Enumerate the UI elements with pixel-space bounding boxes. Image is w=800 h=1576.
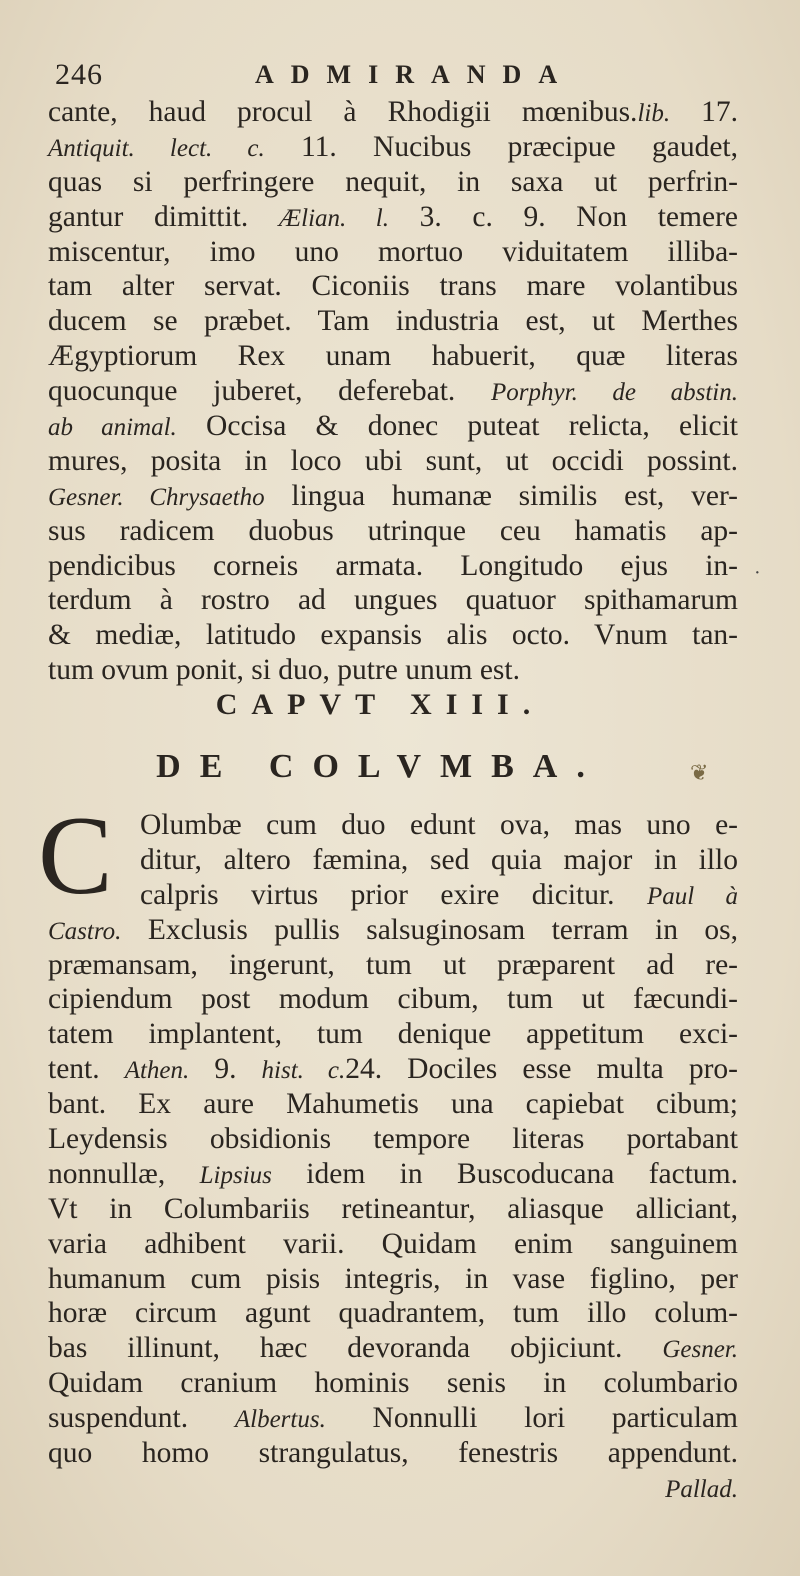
text-roman: 9. [189,1053,262,1086]
text-line [48,982,738,1017]
text-line [48,583,738,618]
text-line [48,339,738,374]
text-roman: miscentur, imo uno mortuo viduitatem illiba- [48,235,738,268]
text-roman: tam alter servat. Ciconiis trans mare volantibus [48,270,738,303]
text-roman: 11. Nucibus præcipue gaudet, [264,130,739,163]
text-roman: gantur dimittit. [48,200,279,233]
citation-italic: Gesner. Chrysaetho [48,483,265,511]
text-line [48,130,738,165]
citation-italic: Paul à [646,882,738,910]
text-line [48,1436,738,1471]
text-roman: suspendunt. [48,1402,235,1435]
text-line [48,843,738,878]
citation-italic: Pallad. [665,1475,738,1503]
text-roman: Leydensis obsidionis tempore literas portabant [48,1123,738,1156]
citation-italic: Lipsius [199,1161,272,1189]
text-roman: idem in Buscoducana factum. [271,1157,738,1190]
chapter-title: DE COLVMBA. [156,748,604,785]
text-roman: Quidam cranium hominis senis in columbario [48,1367,738,1400]
chapter-number: CAPVT XIII. [215,688,545,721]
citation-italic: hist. c. [261,1057,346,1085]
text-roman: varia adhibent varii. Quidam enim sanguinem [48,1227,738,1260]
text-line [48,1087,738,1122]
citation-italic: ab animal. [48,414,177,442]
text-roman: cipiendum post modum cibum, tum ut fæcundi- [48,983,738,1016]
ornament-icon: ❦ [690,760,709,785]
citation-italic: Albertus. [234,1406,326,1434]
text-roman: præmansam, ingerunt, tum ut præparent ad re- [48,948,738,981]
text-roman: nonnullæ, [48,1157,200,1190]
text-roman: Nonnulli lori particulam [325,1402,739,1435]
text-line [48,1227,738,1262]
text-line [48,479,738,514]
text-line [48,235,738,270]
text-roman: Occisa & donec puteat relicta, elicit [176,410,738,443]
text-line [48,1471,738,1506]
text-line [48,444,738,479]
text-block-upper [48,95,738,688]
citation-italic: Athen. [124,1057,190,1085]
text-line [48,653,738,688]
citation-italic: Porphyr. de abstin. [491,379,738,407]
text-line [48,1052,738,1087]
page-number: 246 [55,58,103,91]
text-roman: mures, posita in loco ubi sunt, ut occidi possint. [48,444,738,477]
text-roman: bant. Ex aure Mahumetis una capiebat cibum; [48,1088,738,1121]
text-line [48,1331,738,1366]
text-line [48,304,738,339]
text-line [48,1366,738,1401]
citation-italic: Castro. [48,917,122,945]
text-line [48,913,738,948]
text-roman: horæ circum agunt quadrantem, tum illo colum- [48,1297,738,1330]
text-line [48,409,738,444]
text-roman: ditur, altero fæmina, sed quia major in illo [140,843,738,876]
text-line [48,374,738,409]
text-block-lower [48,808,738,1506]
text-roman: sus radicem duobus utrinque ceu hamatis ap- [48,514,738,547]
text-roman: calpris virtus prior exire dicitur. [140,878,647,911]
text-roman: Olumbæ cum duo edunt ova, mas uno e- [140,809,738,841]
text-roman: quo homo strangulatus, fenestris appendunt. [48,1437,738,1470]
text-roman: 17. [670,96,739,128]
text-line [48,1262,738,1297]
text-roman: tum ovum ponit, si duo, putre unum est. [48,654,520,687]
text-line [48,808,738,843]
text-line [48,95,738,130]
text-line [48,878,738,913]
running-head [55,58,745,98]
text-roman: Ægyptiorum Rex unam habuerit, quæ literas [48,340,738,373]
text-line [48,618,738,653]
citation-italic: lib. [637,100,671,127]
text-line [48,269,738,304]
margin-mark: · [754,562,761,584]
text-roman: 24. Dociles esse multa pro- [345,1053,738,1086]
text-line [48,1192,738,1227]
text-roman: 3. c. 9. Non temere [389,200,738,233]
text-roman: tent. [48,1053,125,1086]
text-line [48,1296,738,1331]
text-line [48,1401,738,1436]
text-roman: Exclusis pullis salsuginosam terram in os, [121,913,738,946]
drop-cap: C [38,794,113,918]
text-roman: lingua humanæ similis est, ver- [264,479,738,512]
text-line [48,1122,738,1157]
text-roman: quas si perfringere nequit, in saxa ut perfrin- [48,165,738,198]
text-roman: & mediæ, latitudo expansis alis octo. Vnum tan- [48,619,738,652]
text-roman: terdum à rostro ad ungues quatuor spithamarum [48,584,738,617]
text-roman: pendicibus corneis armata. Longitudo ejus in- [48,549,738,582]
text-line [48,165,738,200]
text-roman: Vt in Columbariis retineantur, aliasque alliciant, [48,1192,738,1225]
text-roman: quocunque juberet, deferebat. [48,375,492,408]
text-roman: cante, haud procul à Rhodigii mœnibus. [48,96,638,128]
citation-italic: Ælian. l. [278,204,389,232]
text-roman: humanum cum pisis integris, in vase figlino, per [48,1262,738,1295]
text-roman: ducem se præbet. Tam industria est, ut Merthes [48,305,738,338]
text-roman: tatem implantent, tum denique appetitum exci- [48,1018,738,1051]
text-line [48,549,738,584]
text-line [48,948,738,983]
text-roman: bas illinunt, hæc devoranda objiciunt. [48,1332,663,1365]
text-line [48,200,738,235]
text-line [48,1157,738,1192]
citation-italic: Gesner. [662,1336,738,1364]
running-title: ADMIRANDA [255,60,575,89]
text-line [48,514,738,549]
citation-italic: Antiquit. lect. c. [48,134,265,162]
text-line [48,1017,738,1052]
